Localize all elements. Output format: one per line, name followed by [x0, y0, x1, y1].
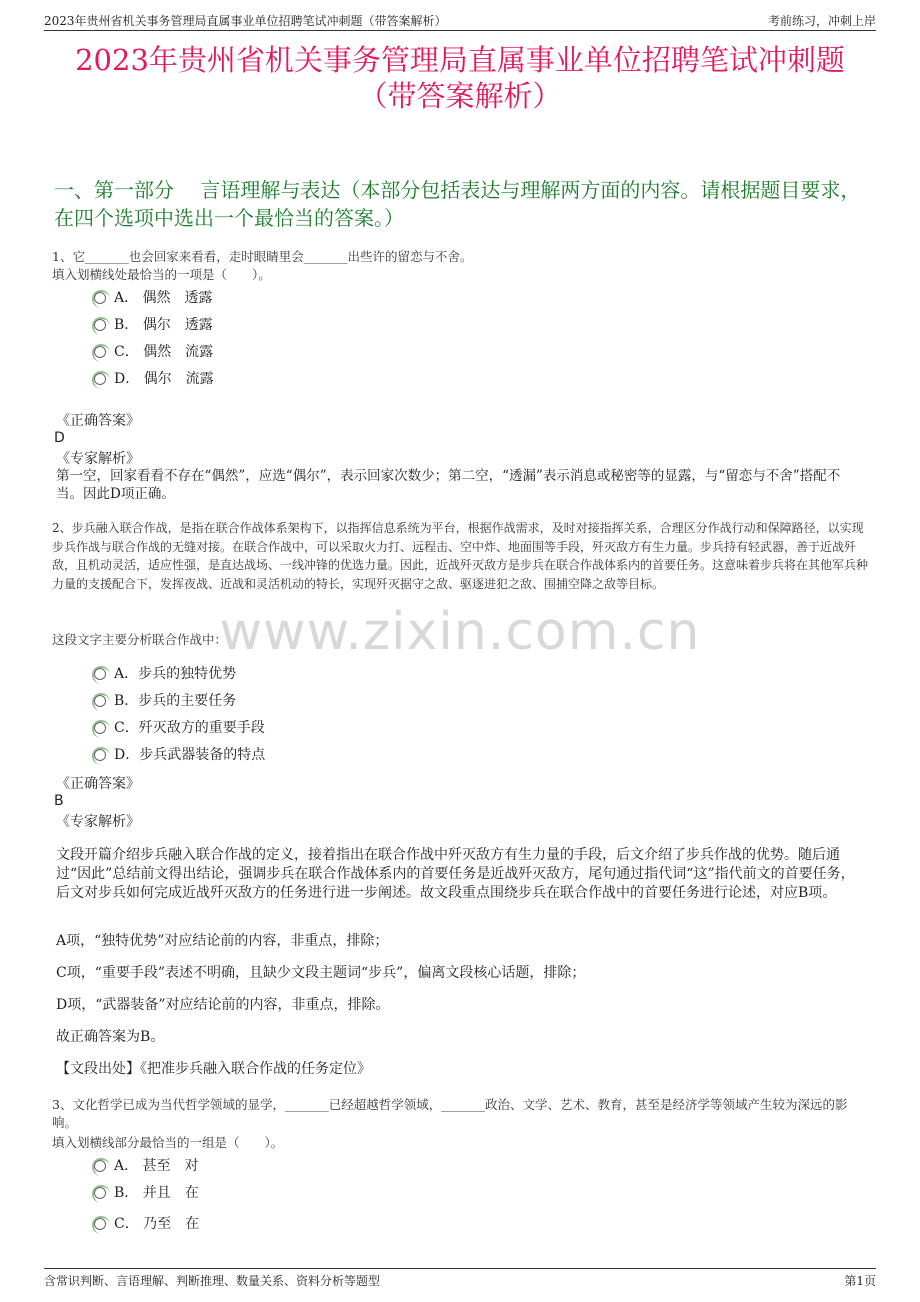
page-header [44, 10, 876, 31]
question-2-note-c: C项，“重要手段”表述不明确，且缺少文段主题词“步兵”，偏离文段核心话题，排除； [56, 965, 586, 981]
question-2-answer-label: 《正确答案》 [56, 776, 140, 792]
question-1-answer-label: 《正确答案》 [56, 413, 140, 429]
question-1-answer: D [54, 430, 65, 446]
question-3-stem: 3、文化哲学已成为当代哲学领域的显学，_______已经超越哲学领域，_______政治、文学、艺术、教育，甚至是经济学等领域产生较为深远的影响。 [52, 1097, 848, 1130]
question-2-option-a[interactable]: A．步兵的独特优势 [94, 665, 236, 683]
radio-icon[interactable] [94, 1187, 106, 1199]
question-1-prompt: 填入划横线处最恰当的一项是（ ）。 [52, 267, 271, 282]
radio-icon[interactable] [94, 722, 106, 734]
question-2-analysis-label: 《专家解析》 [56, 814, 140, 830]
question-2-stem: 2、步兵融入联合作战，是指在联合作战体系架构下，以指挥信息系统为平台，根据作战需求，及时对接指挥关系，合理区分作战行动和保障路径，以实现步兵作战与联合作战的无缝对接。在联合作战中，可以采取火力打、远程击、空中炸、地面围等手段，歼灭敌方有生力量。步兵持有轻武器，善于近战歼敌，且机动灵活，适应性强，是直达战场、一线冲锋的优选力量。因此，近战歼灭敌方是步兵在联合作战体系内的首要任务。这意味着步兵将在其他军兵种力量的支援配合下，发挥夜战、近战和灵活机动的特长，实现歼灭据守之敌、驱逐进犯之敌、围捕空降之敌等目标。 [52, 521, 869, 591]
section-heading: 一、第一部分 言语理解与表达（本部分包括表达与理解两方面的内容。请根据题目要求，在四个选项中选出一个最恰当的答案。） [54, 178, 861, 230]
watermark: www.zixin.com.cn [219, 602, 701, 662]
page-title [0, 42, 920, 114]
question-3-prompt: 填入划横线部分最恰当的一组是（ ）。 [52, 1135, 284, 1150]
question-1-option-d[interactable]: D． 偶尔 流露 [94, 370, 214, 388]
radio-icon[interactable] [94, 346, 106, 358]
question-2-conclusion: 故正确答案为B。 [56, 1029, 165, 1045]
radio-icon[interactable] [94, 1160, 106, 1172]
question-2-answer: B [54, 793, 64, 809]
question-2-note-d: D项，“武器装备”对应结论前的内容，非重点，排除。 [56, 997, 390, 1013]
question-1-stem: 1、它_______也会回家来看看，走时眼睛里会_______出些许的留恋与不舍。 [52, 249, 473, 264]
question-1-analysis: 第一空，回家看看不存在“偶然”，应选“偶尔”，表示回家次数少；第二空，“透漏”表示消息或秘密等的显露，与“留恋与不舍”搭配不当。因此D项正确。 [56, 468, 841, 502]
question-3-option-b[interactable]: B． 并且 在 [94, 1184, 199, 1202]
footer-topics: 含常识判断、言语理解、判断推理、数量关系、资料分析等题型 [44, 1274, 381, 1288]
question-1-option-c[interactable]: C． 偶然 流露 [94, 343, 213, 361]
radio-icon[interactable] [94, 1218, 106, 1230]
question-2-option-c[interactable]: C．歼灭敌方的重要手段 [94, 719, 265, 737]
question-1-option-b[interactable]: B． 偶尔 透露 [94, 316, 213, 334]
radio-icon[interactable] [94, 292, 106, 304]
radio-icon[interactable] [94, 668, 106, 680]
question-3-option-a[interactable]: A． 甚至 对 [94, 1157, 199, 1175]
radio-icon[interactable] [94, 695, 106, 707]
radio-icon[interactable] [94, 749, 106, 761]
question-2-prompt: 这段文字主要分析联合作战中： [52, 632, 228, 647]
page-title-line2: （带答案解析） [358, 79, 562, 113]
page-number: 第1页 [844, 1274, 876, 1288]
page-title-line1: 2023年贵州省机关事务管理局直属事业单位招聘笔试冲刺题 [75, 43, 845, 77]
question-2-note-a: A项，“独特优势”对应结论前的内容，非重点，排除； [56, 933, 389, 949]
question-2-option-b[interactable]: B．步兵的主要任务 [94, 692, 236, 710]
radio-icon[interactable] [94, 373, 106, 385]
page-footer [44, 1268, 876, 1289]
question-2-analysis: 文段开篇介绍步兵融入联合作战的定义，接着指出在联合作战中歼灭敌方有生力量的手段，后文介绍了步兵作战的优势。随后通过“因此”总结前文得出结论，强调步兵在联合作战体系内的首要任务是近战歼灭敌方，尾句通过指代词“这”指代前文的首要任务，后文对步兵如何完成近战歼灭敌方的任务进行进一步阐述。故文段重点围绕步兵在联合作战中的首要任务进行论述，对应B项。 [56, 847, 855, 901]
question-2-source: 【文段出处】《把准步兵融入联合作战的任务定位》 [56, 1061, 371, 1077]
header-document-title: 2023年贵州省机关事务管理局直属事业单位招聘笔试冲刺题（带答案解析） [44, 14, 447, 28]
question-1-option-a[interactable]: A． 偶然 透露 [94, 289, 213, 307]
radio-icon[interactable] [94, 319, 106, 331]
question-2-option-d[interactable]: D．步兵武器装备的特点 [94, 746, 265, 764]
question-1-analysis-label: 《专家解析》 [56, 451, 140, 467]
question-3-option-c[interactable]: C． 乃至 在 [94, 1215, 199, 1233]
header-slogan: 考前练习，冲刺上岸 [767, 14, 876, 28]
